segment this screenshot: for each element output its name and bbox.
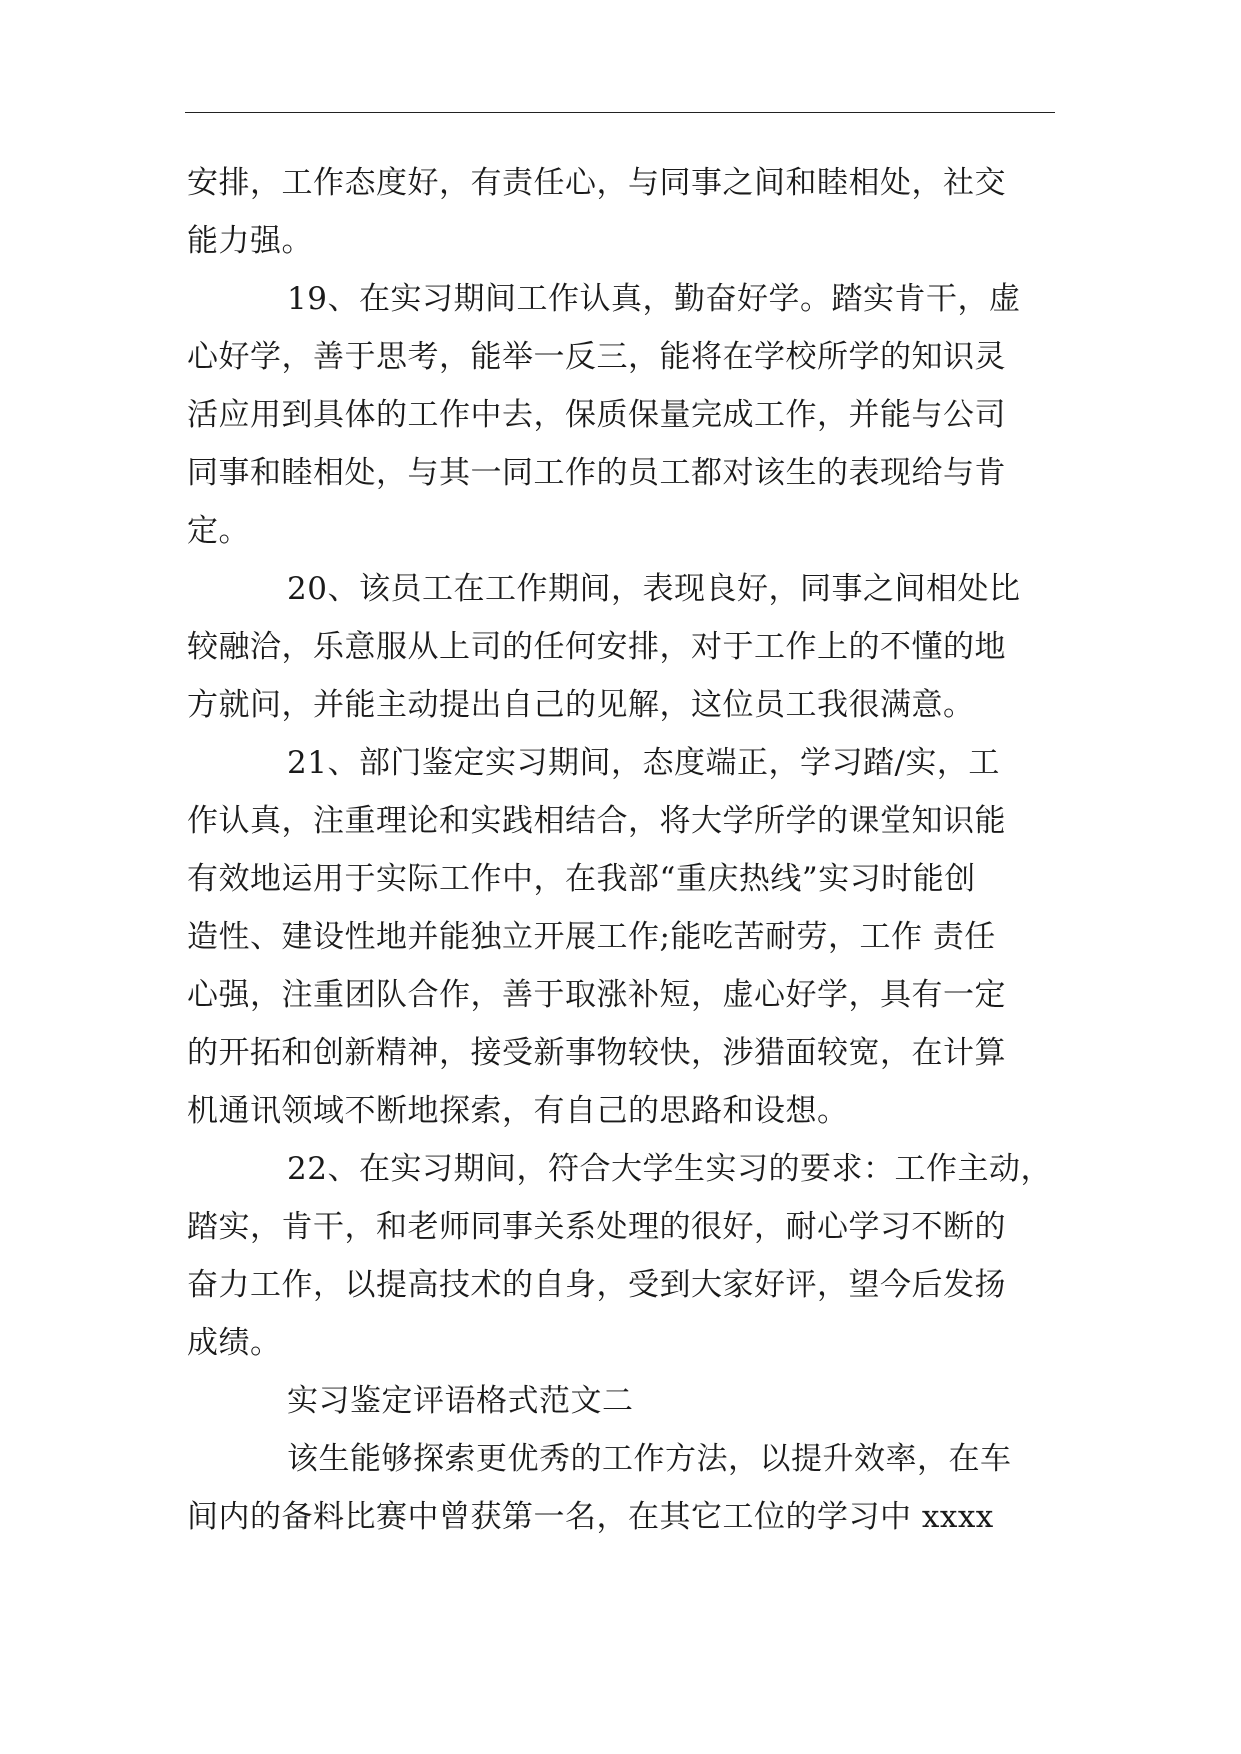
text-line: 有效地运用于实际工作中，在我部“重庆热线”实习时能创 xyxy=(187,861,976,897)
text-line: 机通讯领域不断地探索，有自己的思路和设想。 xyxy=(187,1093,849,1129)
text-line: 造性、建设性地并能独立开展工作;能吃苦耐劳，工作 责任 xyxy=(187,919,996,955)
text-line: 奋力工作，以提高技术的自身，受到大家好评，望今后发扬 xyxy=(187,1267,1006,1303)
text-line: 安排，工作态度好，有责任心，与同事之间和睦相处，社交 xyxy=(187,165,1006,201)
text-line: 21、部门鉴定实习期间，态度端正，学习踏/实，工 xyxy=(287,745,1000,781)
text-line: 方就问，并能主动提出自己的见解，这位员工我很满意。 xyxy=(187,687,975,723)
text-line: 能力强。 xyxy=(187,223,313,259)
text-line: 同事和睦相处，与其一同工作的员工都对该生的表现给与肯 xyxy=(187,455,1006,491)
text-line: 作认真，注重理论和实践相结合，将大学所学的课堂知识能 xyxy=(187,803,1006,839)
text-line: 踏实，肯干，和老师同事关系处理的很好，耐心学习不断的 xyxy=(187,1209,1006,1245)
text-line: 活应用到具体的工作中去，保质保量完成工作，并能与公司 xyxy=(187,397,1006,433)
text-line: 定。 xyxy=(187,513,250,549)
text-line: 的开拓和创新精神，接受新事物较快，涉猎面较宽，在计算 xyxy=(187,1035,1006,1071)
text-line: 心好学，善于思考，能举一反三，能将在学校所学的知识灵 xyxy=(187,339,1006,375)
text-line: 成绩。 xyxy=(187,1325,282,1361)
text-line: 19、在实习期间工作认真，勤奋好学。踏实肯干，虚 xyxy=(287,281,1021,317)
text-line: 22、在实习期间，符合大学生实习的要求：工作主动， xyxy=(287,1151,1052,1187)
text-line: 心强，注重团队合作，善于取涨补短，虚心好学，具有一定 xyxy=(187,977,1006,1013)
section-heading: 实习鉴定评语格式范文二 xyxy=(287,1383,634,1419)
text-line: 20、该员工在工作期间，表现良好，同事之间相处比 xyxy=(287,571,1021,607)
text-line: 较融洽，乐意服从上司的任何安排，对于工作上的不懂的地 xyxy=(187,629,1006,665)
text-line: 间内的备料比赛中曾获第一名，在其它工位的学习中 xxxx xyxy=(187,1499,994,1535)
text-line: 该生能够探索更优秀的工作方法，以提升效率，在车 xyxy=(287,1441,1012,1477)
